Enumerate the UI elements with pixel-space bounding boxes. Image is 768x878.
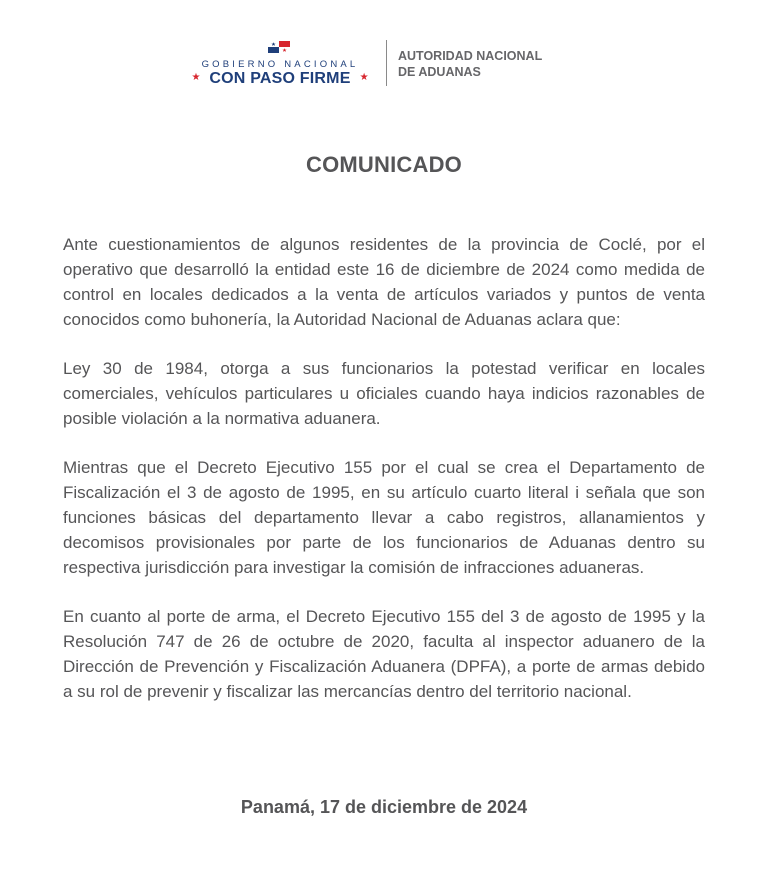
government-logo: [184, 40, 376, 88]
gov-line-2: CON PASO FIRME: [209, 70, 351, 87]
agency-line-2: DE ADUANAS: [398, 65, 481, 79]
red-star-icon: ★: [191, 72, 201, 83]
gov-line-1: GOBIERNO NACIONAL: [201, 59, 359, 70]
paragraph-4: En cuanto al porte de arma, el Decreto Ejecutivo 155 del 3 de agosto de 1995 y la Resolución 747 de 26 de octubre de 2020, faculta al inspector aduanero de la Dirección de Prevención y Fiscalización Aduanera (DPFA), a porte de armas debido a su rol de prevenir y fiscalizar las mercancías dentro del territorio nacional.: [63, 607, 705, 701]
paragraph-1: Ante cuestionamientos de algunos residentes de la provincia de Coclé, por el operativo que desarrolló la entidad este 16 de diciembre de 2024 como medida de control en locales dedicados a la venta de artículos variados y puntos de venta conocidos como buhonería, la Autoridad Nacional de Aduanas aclara que:: [63, 235, 705, 329]
letterhead: [0, 40, 768, 90]
document-title: COMUNICADO: [306, 152, 462, 177]
gov-line-2-container: [184, 70, 376, 90]
document-body: [63, 232, 705, 728]
header-divider: [386, 40, 387, 86]
panama-flag-icon: [268, 41, 290, 53]
paragraph-3: Mientras que el Decreto Ejecutivo 155 por el cual se crea el Departamento de Fiscalización el 3 de agosto de 1995, en su artículo cuarto literal i señala que son funciones básicas del departamento llevar a cabo registros, allanamientos y decomisos provisionales por parte de los funcionarios de Aduanas dentro su respectiva jurisdicción para investigar la comisión de infracciones aduaneras.: [63, 458, 705, 577]
agency-name: [398, 48, 542, 80]
paragraph-2: Ley 30 de 1984, otorga a sus funcionarios la potestad verificar en locales comerciales, vehículos particulares u oficiales cuando haya indicios razonables de posible violación a la normativa aduanera.: [63, 359, 705, 428]
date-line: Panamá, 17 de diciembre de 2024: [240, 797, 528, 817]
agency-line-1: AUTORIDAD NACIONAL: [398, 49, 543, 63]
red-star-icon: ★: [359, 72, 369, 83]
